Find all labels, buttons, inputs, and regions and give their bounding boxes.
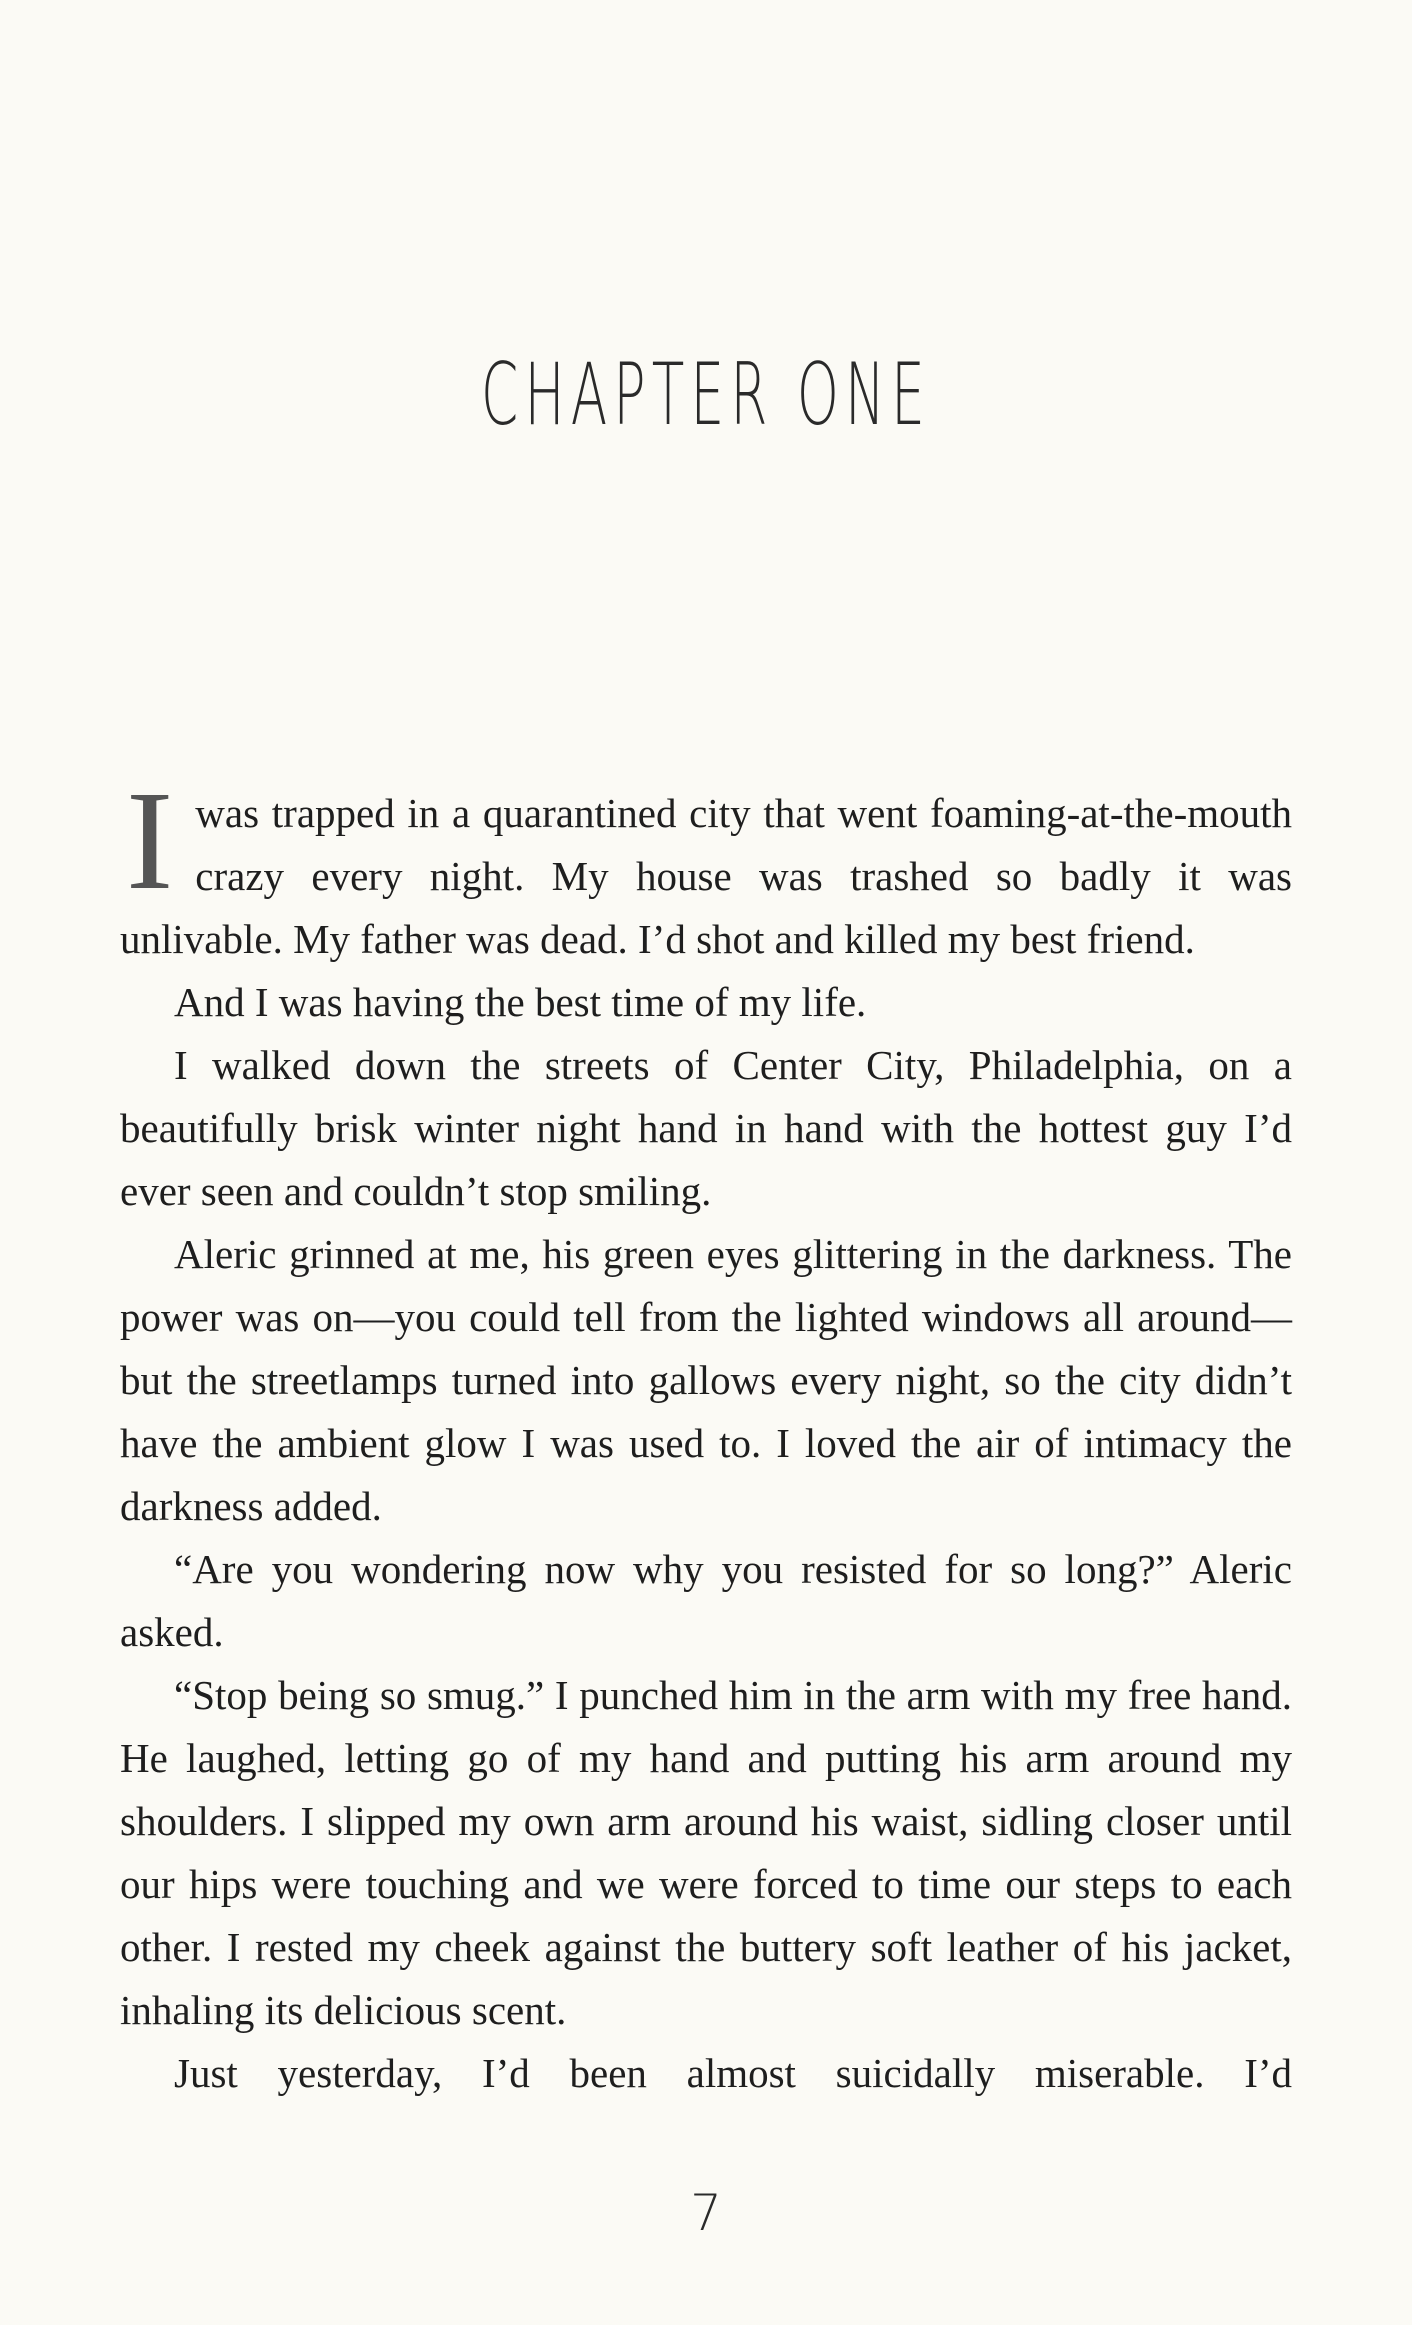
paragraph-1 [120, 761, 1292, 971]
paragraph-3: I walked down the streets of Center City, Philadelphia, on a beautifully brisk winter night hand in hand with the hottest guy I’d ever seen and couldn’t stop smiling. [120, 1042, 1292, 1214]
page-number: 7 [690, 2184, 722, 2242]
chapter-body [120, 761, 1292, 2105]
paragraph-2: And I was having the best time of my life. [174, 979, 867, 1025]
paragraph-7: Just yesterday, I’d been almost suicidally miserable. I’d [174, 2050, 1292, 2096]
paragraph-1-text: was trapped in a quarantined city that went foaming-at-the-mouth crazy every night. My house was trashed so badly it was unlivable. My father was dead. I’d shot and killed my best friend. [120, 790, 1292, 962]
paragraph-5: “Are you wondering now why you resisted for so long?” Aleric asked. [120, 1546, 1292, 1655]
paragraph-6: “Stop being so smug.” I punched him in the arm with my free hand. He laughed, letting go of my hand and putting his arm around my shoulders. I slipped my own arm around his waist, sidling closer until our hips were touching and we were forced to time our steps to each other. I rested my cheek against the buttery soft leather of his jacket, inhaling its delicious scent. [120, 1672, 1292, 2033]
chapter-title: CHAPTER ONE [481, 345, 931, 445]
paragraph-4: Aleric grinned at me, his green eyes glittering in the darkness. The power was on—you could tell from the lighted windows all around—but the streetlamps turned into gallows every night, so the city didn’t have the ambient glow I was used to. I loved the air of intimacy the darkness added. [120, 1231, 1292, 1529]
drop-cap: I [126, 761, 174, 919]
